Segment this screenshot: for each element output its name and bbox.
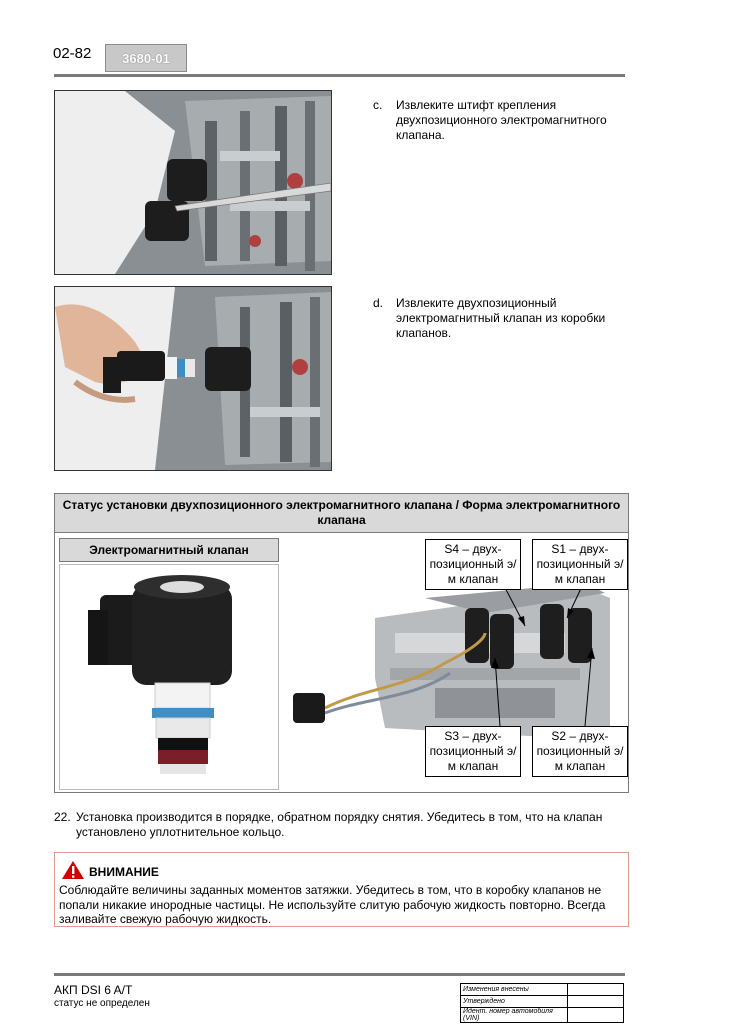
- solenoid-table: [54, 493, 629, 793]
- step-d-text: Извлеките двухпозиционный электромагнитный клапан из коробки клапанов.: [396, 296, 606, 340]
- footer-status: статус не определен: [54, 998, 150, 1009]
- step-22: [54, 810, 629, 840]
- warning-text: Соблюдайте величины заданных моментов затяжки. Убедитесь в том, что в коробку клапанов не попали никакие инородные частицы. Не используйте слитую рабочую жидкость повторно. Всегда заливайте свежую рабочую жидкость.: [59, 883, 606, 926]
- warning-title: ВНИМАНИЕ: [89, 865, 159, 879]
- revision-row: [461, 996, 624, 1008]
- photo-remove-pin: [54, 90, 332, 275]
- revision-label: Изменения внесены: [461, 984, 568, 996]
- callout-s2: S2 – двух-позиционный э/м клапан: [532, 726, 628, 777]
- footer-rule: [54, 973, 625, 976]
- table-title: Статус установки двухпозиционного электромагнитного клапана / Форма электромагнитного клапана: [55, 494, 628, 533]
- photo-remove-valve: [54, 286, 332, 471]
- warning-icon: [61, 860, 85, 880]
- revision-label: Идент. номер автомобиля (VIN): [461, 1008, 568, 1023]
- step-c-text: Извлеките штифт крепления двухпозиционного электромагнитного клапана.: [396, 98, 607, 142]
- revision-row: [461, 984, 624, 996]
- warning-box: [54, 852, 629, 927]
- revision-table: [460, 983, 624, 1023]
- section-code-badge: 3680-01: [105, 44, 187, 72]
- revision-row: [461, 1008, 624, 1023]
- step-22-text: Установка производится в порядке, обратном порядку снятия. Убедитесь в том, что на клапан установлено уплотнительное кольцо.: [76, 810, 603, 839]
- step-c: [373, 98, 613, 143]
- solenoid-valve-photo: [59, 564, 279, 790]
- page-number: 02-82: [53, 45, 92, 62]
- step-d-label: d.: [373, 296, 384, 310]
- footer-title: АКП DSI 6 A/T: [54, 983, 133, 997]
- callout-s4: S4 – двух-позиционный э/м клапан: [425, 539, 521, 590]
- revision-label: Утверждено: [461, 996, 568, 1008]
- header-rule: [54, 74, 625, 77]
- step-d: [373, 296, 613, 341]
- callout-s1: S1 – двух-позиционный э/м клапан: [532, 539, 628, 590]
- solenoid-valve-header: Электромагнитный клапан: [59, 538, 279, 562]
- step-c-label: c.: [373, 98, 383, 112]
- step-22-number: 22.: [54, 810, 71, 824]
- callout-s3: S3 – двух-позиционный э/м клапан: [425, 726, 521, 777]
